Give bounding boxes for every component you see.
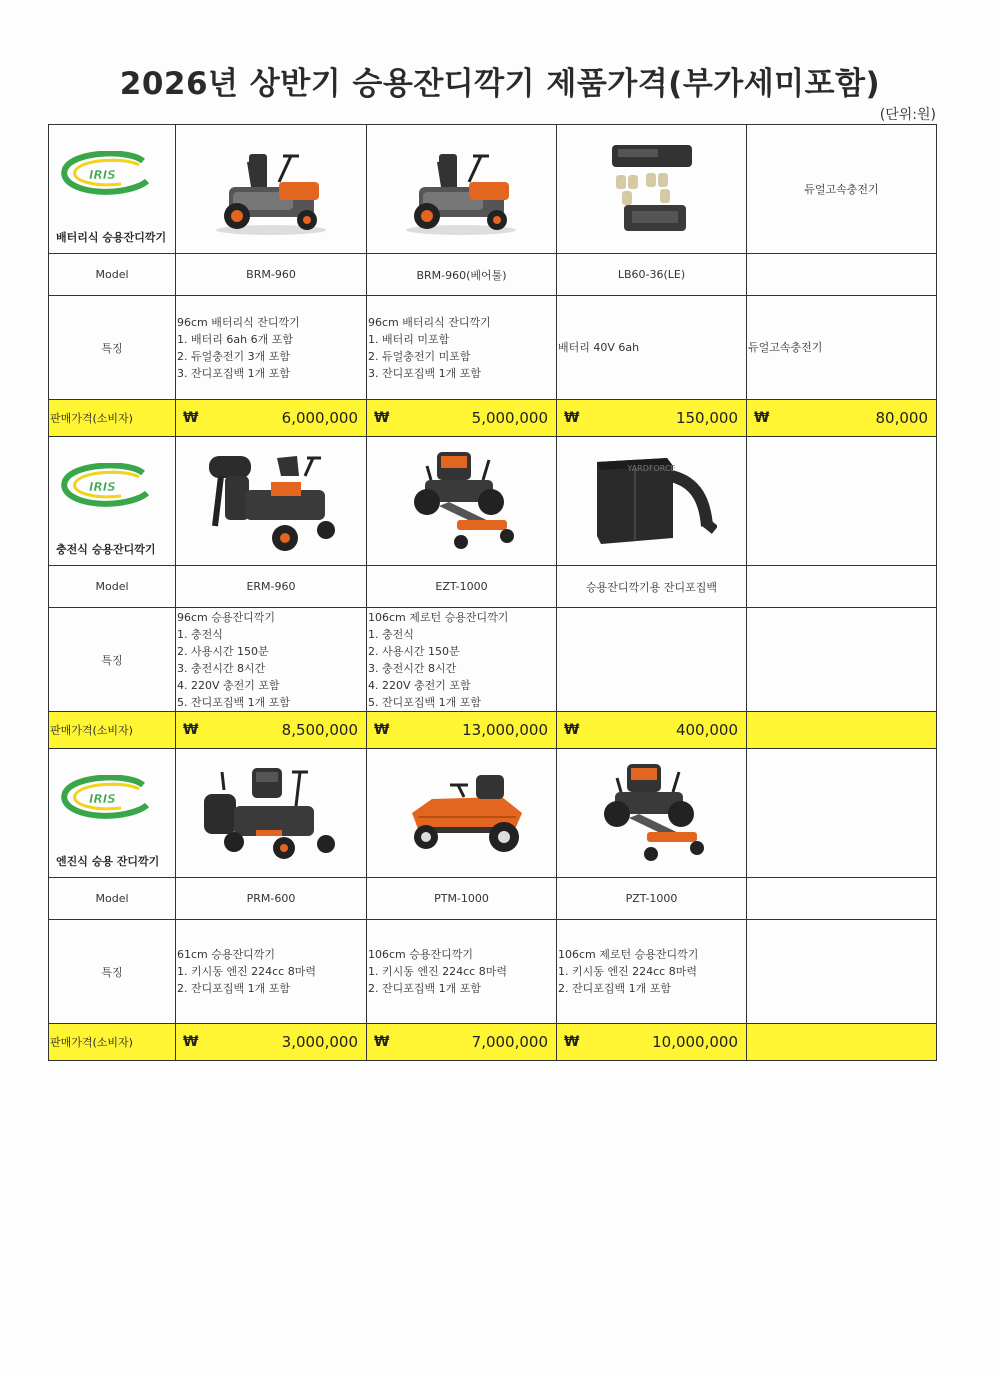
product-image-cell <box>176 437 367 566</box>
category-cell <box>49 437 176 566</box>
model-cell <box>747 566 937 608</box>
iris-logo <box>59 151 151 195</box>
feature-cell: 106cm 승용잔디깍기 1. 키시동 엔진 224cc 8마력 2. 잔디포집백 1개 포함 <box>367 920 557 1024</box>
price-value: 10,000,000 <box>652 1033 738 1051</box>
feature-cell: 106cm 제로턴 승용잔디깍기 1. 키시동 엔진 224cc 8마력 2. 잔디포집백 1개 포함 <box>557 920 747 1024</box>
model-cell: LB60-36(LE) <box>557 254 747 296</box>
category-label: 충전식 승용잔디깍기 <box>56 543 156 556</box>
feature-cell: 61cm 승용잔디깍기 1. 키시동 엔진 224cc 8마력 2. 잔디포집백 1개 포함 <box>176 920 367 1024</box>
model-cell <box>747 878 937 920</box>
won-symbol: ₩ <box>183 1034 199 1050</box>
feature-cell <box>747 608 937 712</box>
price-value: 5,000,000 <box>471 409 548 427</box>
model-label: Model <box>49 878 176 920</box>
price-value: 6,000,000 <box>281 409 358 427</box>
model-label: Model <box>49 566 176 608</box>
won-symbol: ₩ <box>374 1034 390 1050</box>
price-cell <box>367 400 557 437</box>
model-cell: PTM-1000 <box>367 878 557 920</box>
empty-price-cell <box>747 1024 937 1061</box>
won-symbol: ₩ <box>374 722 390 738</box>
product-image-cell <box>747 125 937 254</box>
won-symbol: ₩ <box>374 410 390 426</box>
price-value: 7,000,000 <box>471 1033 548 1051</box>
feature-cell: 106cm 제로턴 승용잔디깍기 1. 충전식 2. 사용시간 150분 3. 충전시간 8시간 4. 220V 충전기 포함 5. 잔디포집백 1개 포함 <box>367 608 557 712</box>
unit-note: (단위:원) <box>879 107 936 123</box>
price-value: 3,000,000 <box>281 1033 358 1051</box>
feature-cell: 듀얼고속충전기 <box>747 296 937 400</box>
page-title: 2026년 상반기 승용잔디깍기 제품가격(부가세미포함) <box>119 66 881 102</box>
won-symbol: ₩ <box>754 410 770 426</box>
price-table <box>48 124 937 1061</box>
price-cell <box>557 712 747 749</box>
price-label: 판매가격(소비자) <box>49 712 176 749</box>
model-cell: BRM-960(베어툴) <box>367 254 557 296</box>
svg-text:IRIS: IRIS <box>89 168 116 182</box>
model-cell: PRM-600 <box>176 878 367 920</box>
product-image-cell <box>367 749 557 878</box>
battery-pack-image <box>557 139 746 239</box>
feature-label: 특징 <box>49 296 176 400</box>
model-cell: 승용잔디깍기용 잔디포집백 <box>557 566 747 608</box>
feature-cell <box>747 920 937 1024</box>
zero-turn-mower-image <box>557 758 746 868</box>
riding-mower-image <box>176 142 366 237</box>
category-label: 엔진식 승용 잔디깍기 <box>56 855 160 868</box>
price-value: 150,000 <box>675 409 738 427</box>
price-label: 판매가격(소비자) <box>49 1024 176 1061</box>
price-value: 80,000 <box>875 409 928 427</box>
feature-cell <box>557 608 747 712</box>
feature-label: 특징 <box>49 608 176 712</box>
riding-mower-image <box>367 142 556 237</box>
price-cell <box>367 712 557 749</box>
product-image-text: 듀얼고속충전기 <box>804 183 879 196</box>
compact-mower-image <box>176 758 366 868</box>
model-cell <box>747 254 937 296</box>
price-label: 판매가격(소비자) <box>49 400 176 437</box>
product-image-cell <box>367 437 557 566</box>
feature-label: 특징 <box>49 920 176 1024</box>
price-value: 8,500,000 <box>281 721 358 739</box>
model-cell: PZT-1000 <box>557 878 747 920</box>
won-symbol: ₩ <box>564 1034 580 1050</box>
won-symbol: ₩ <box>564 410 580 426</box>
price-cell <box>747 400 937 437</box>
product-image-cell <box>557 437 747 566</box>
product-image-cell <box>557 749 747 878</box>
category-cell <box>49 125 176 254</box>
product-image-cell <box>176 125 367 254</box>
empty-price-cell <box>747 712 937 749</box>
brand-label: YARDFORCE <box>627 463 676 473</box>
empty-cell <box>747 749 937 878</box>
price-cell <box>557 400 747 437</box>
empty-cell <box>747 437 937 566</box>
lawn-tractor-image <box>367 763 556 863</box>
price-cell <box>176 1024 367 1061</box>
feature-cell: 96cm 승용잔디깍기 1. 충전식 2. 사용시간 150분 3. 충전시간 8시간 4. 220V 충전기 포함 5. 잔디포집백 1개 포함 <box>176 608 367 712</box>
iris-logo <box>59 463 151 507</box>
price-cell <box>176 712 367 749</box>
model-label: Model <box>49 254 176 296</box>
feature-cell: 96cm 배터리식 잔디깍기 1. 배터리 6ah 6개 포함 2. 듀얼충전기 3개 포함 3. 잔디포집백 1개 포함 <box>176 296 367 400</box>
category-label: 배터리식 승용잔디깍기 <box>56 231 167 244</box>
won-symbol: ₩ <box>564 722 580 738</box>
won-symbol: ₩ <box>183 722 199 738</box>
model-cell: ERM-960 <box>176 566 367 608</box>
model-cell: EZT-1000 <box>367 566 557 608</box>
feature-cell: 배터리 40V 6ah <box>557 296 747 400</box>
model-cell: BRM-960 <box>176 254 367 296</box>
iris-logo <box>59 775 151 819</box>
price-value: 13,000,000 <box>462 721 548 739</box>
product-image-cell <box>367 125 557 254</box>
product-image-cell <box>557 125 747 254</box>
mower-with-bag-image <box>176 446 366 556</box>
feature-cell: 96cm 배터리식 잔디깍기 1. 배터리 미포함 2. 듀얼충전기 미포함 3. 잔디포집백 1개 포함 <box>367 296 557 400</box>
category-cell <box>49 749 176 878</box>
price-value: 400,000 <box>675 721 738 739</box>
price-cell <box>176 400 367 437</box>
price-cell <box>557 1024 747 1061</box>
price-cell <box>367 1024 557 1061</box>
product-image-cell <box>176 749 367 878</box>
zero-turn-mower-image <box>367 446 556 556</box>
svg-text:IRIS: IRIS <box>89 792 116 806</box>
svg-text:IRIS: IRIS <box>89 480 116 494</box>
won-symbol: ₩ <box>183 410 199 426</box>
